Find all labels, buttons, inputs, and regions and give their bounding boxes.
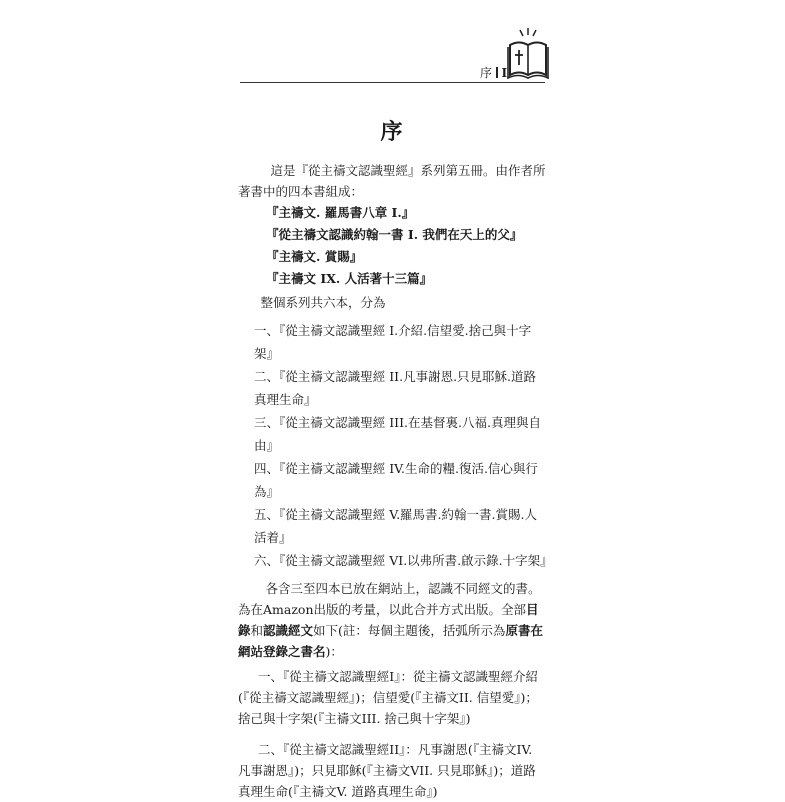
series-item: 五、『從主禱文認識聖經 V.羅馬書.約翰一書.賞賜.人活着』 — [254, 507, 537, 545]
book-item: 『主禱文 IX. 人活著十三篇』 — [266, 271, 433, 286]
page-number: I — [501, 66, 508, 80]
emphasis-contents: 目錄 — [238, 602, 539, 638]
open-bible-icon — [506, 27, 550, 83]
intro-paragraph: 這是『從主禱文認識聖經』系列第五冊。由作者所著書中的四本書組成： — [238, 163, 546, 199]
amazon-text-1: 各含三至四本已放在網站上，認識不同經文的書。為在Amazon出版的考量，以此合并方式出版。全部 — [238, 581, 541, 617]
header-rule — [240, 82, 545, 83]
book-item: 『從主禱文認識約翰一書 I. 我們在天上的父』 — [266, 227, 523, 242]
preface-body — [238, 160, 553, 802]
amazon-text-4: )： — [325, 644, 343, 659]
series-list — [238, 319, 553, 572]
book-item: 『主禱文. 賞賜』 — [266, 249, 363, 264]
amazon-paragraph — [238, 578, 548, 662]
running-title: 序 — [480, 66, 493, 80]
running-head-separator — [496, 67, 498, 78]
amazon-text-3: 如下(註：每個主題後，括弧所示為 — [313, 623, 506, 638]
series-intro: 整個系列共六本，分為 — [260, 295, 386, 310]
running-head — [480, 66, 507, 80]
book-list — [238, 202, 548, 290]
detail-volume-2: 二、『從主禱文認識聖經II』：凡事謝恩(『主禱文IV. 凡事謝恩』)；只見耶穌(『主禱文VII. 只見耶穌』)；道路真理生命(『主禱文V. 道路真理生命』) — [238, 742, 536, 799]
series-item: 一、『從主禱文認識聖經 I.介紹.信望愛.捨己與十字架』 — [254, 323, 532, 361]
emphasis-scripture: 認識經文 — [263, 623, 314, 638]
series-item: 二、『從主禱文認識聖經 II.凡事謝恩.只見耶穌.道路真理生命』 — [254, 369, 537, 407]
page-title: 序 — [380, 119, 405, 145]
series-item: 六、『從主禱文認識聖經 VI.以弗所書.啟示錄.十字架』 — [254, 553, 553, 568]
detail-volume-1: 一、『從主禱文認識聖經I』：從主禱文認識聖經介紹(『從主禱文認識聖經』)；信望愛(『主禱文II. 信望愛』)；捨己與十字架(『主禱文III. 捨己與十字架』) — [238, 669, 538, 726]
emphasis-original-title: 原書在網站登錄之書名 — [238, 623, 543, 659]
series-item: 三、『從主禱文認識聖經 III.在基督裏.八福.真理與自由』 — [254, 415, 541, 453]
amazon-text-2: 和 — [250, 623, 264, 638]
series-item: 四、『從主禱文認識聖經 IV.生命的糧.復活.信心與行為』 — [254, 461, 538, 499]
book-item: 『主禱文. 羅馬書八章 I.』 — [266, 205, 415, 220]
